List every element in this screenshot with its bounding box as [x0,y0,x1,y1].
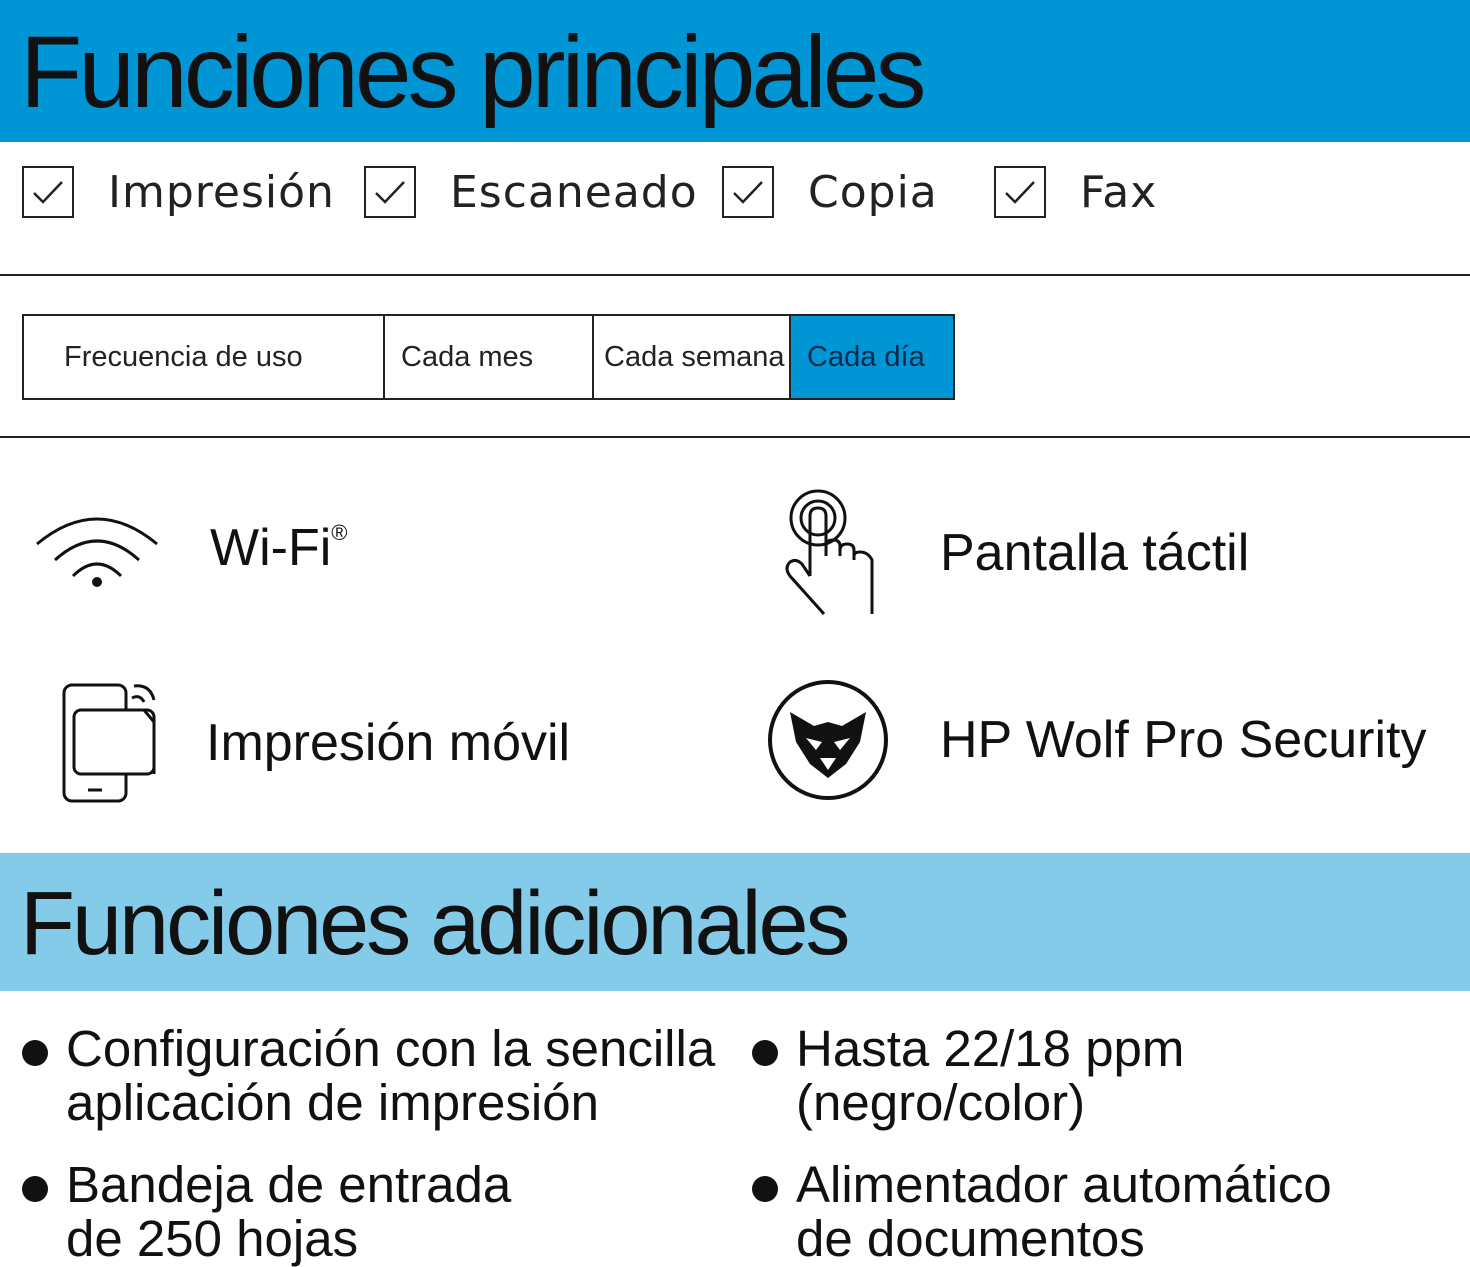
bullet-line: Hasta 22/18 ppm [796,1020,1185,1077]
bullet-line: Bandeja de entrada [66,1156,512,1213]
frequency-option-monthly[interactable]: Cada mes [385,316,594,398]
main-functions-header [0,0,1470,142]
checkbox-print[interactable] [22,166,74,218]
bullet-line: Configuración con la sencilla [66,1020,716,1077]
frequency-label: Frecuencia de uso [24,316,385,398]
main-functions-title: Funciones principales [20,15,923,129]
function-print [22,166,335,218]
bullet-line: Alimentador automático [796,1156,1332,1213]
checkbox-scan[interactable] [364,166,416,218]
feature-label: Wi-Fi® [210,519,348,577]
check-icon [731,178,765,206]
bullet-item [22,1022,715,1130]
check-icon [1003,178,1037,206]
feature-label: HP Wolf Pro Security [940,711,1427,769]
function-label: Copia [808,166,938,218]
function-copy [722,166,938,218]
additional-functions-header [0,853,1470,991]
touch-icon [780,488,880,618]
function-fax [994,166,1157,218]
function-label: Impresión [108,166,335,218]
function-checklist [0,142,1470,276]
registered-mark: ® [331,520,348,545]
check-icon [373,178,407,206]
frequency-option-weekly[interactable]: Cada semana [594,316,791,398]
function-label: Fax [1080,166,1158,218]
bullet-line: (negro/color) [796,1074,1086,1131]
bullet-dot [752,1176,778,1202]
function-scan [364,166,698,218]
bullet-dot [22,1040,48,1066]
bullet-dot [22,1176,48,1202]
mobile-print-icon [60,682,160,804]
usage-frequency-scale [22,314,955,400]
feature-wifi [34,500,347,596]
usage-frequency-row [0,276,1470,438]
feature-label: Impresión móvil [206,714,571,772]
bullet-dot [752,1040,778,1066]
wifi-icon [34,500,160,596]
wolf-security-icon [766,678,890,802]
feature-touchscreen [780,488,1249,618]
bullet-line: de 250 hojas [66,1210,359,1267]
checkbox-copy[interactable] [722,166,774,218]
additional-functions-title: Funciones adicionales [20,874,848,974]
bullet-line: aplicación de impresión [66,1074,599,1131]
checkbox-fax[interactable] [994,166,1046,218]
bullet-item [22,1158,511,1266]
function-label: Escaneado [450,166,698,218]
feature-label: Pantalla táctil [940,524,1250,582]
bullet-item [752,1158,1332,1266]
feature-mobile-print [60,682,570,804]
feature-wolf-security [766,678,1426,802]
frequency-option-daily[interactable]: Cada día [791,316,953,398]
check-icon [31,178,65,206]
bullet-line: de documentos [796,1210,1145,1267]
bullet-item [752,1022,1184,1130]
